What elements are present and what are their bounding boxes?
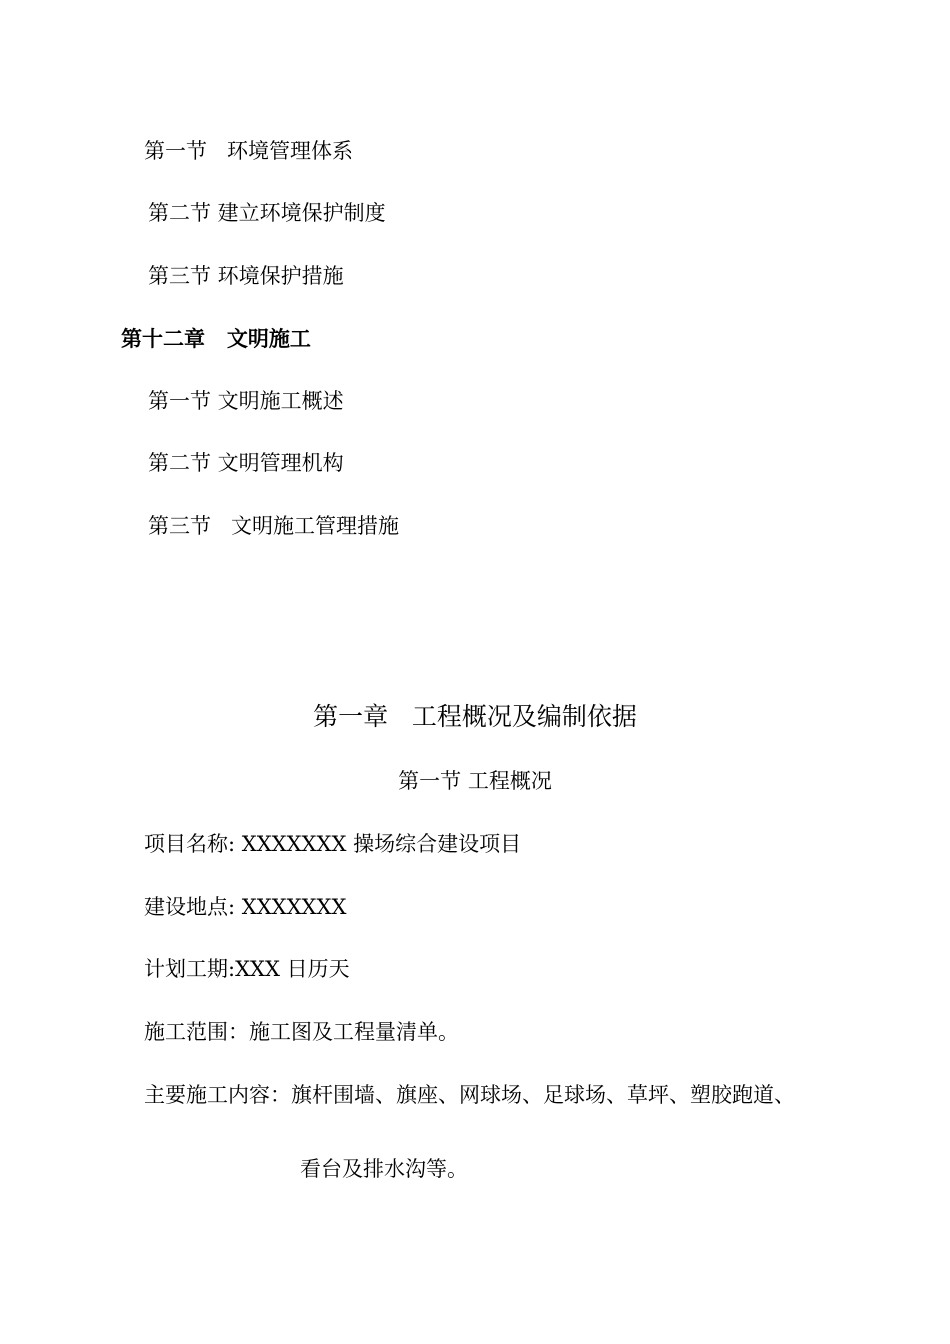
scope-line: 施工范围：施工图及工程量清单。 [144, 1020, 459, 1044]
toc-item-civil-construction-measures: 第三节 文明施工管理措施 [148, 514, 400, 538]
main-content-line-1: 主要施工内容：旗杆围墙、旗座、网球场、足球场、草坪、塑胶跑道、 [144, 1083, 795, 1107]
section-title: 第一节 工程概况 [398, 769, 552, 793]
main-content-line-2: 看台及排水沟等。 [300, 1157, 468, 1181]
toc-item-civil-construction-overview: 第一节 文明施工概述 [148, 389, 344, 413]
toc-chapter-12-heading: 第十二章 文明施工 [121, 327, 311, 351]
toc-item-env-management-system: 第一节 环境管理体系 [144, 139, 354, 163]
toc-item-civil-management-org: 第二节 文明管理机构 [148, 451, 344, 475]
location-line: 建设地点: XXXXXXX [144, 895, 347, 919]
toc-item-env-protection-measures: 第三节 环境保护措施 [148, 264, 344, 288]
project-name-line: 项目名称: XXXXXXX 操场综合建设项目 [144, 832, 522, 856]
chapter-title: 第一章 工程概况及编制依据 [313, 702, 637, 731]
toc-item-env-protection-rules: 第二节 建立环境保护制度 [148, 201, 386, 225]
schedule-line: 计划工期:XXX 日历天 [144, 957, 350, 981]
